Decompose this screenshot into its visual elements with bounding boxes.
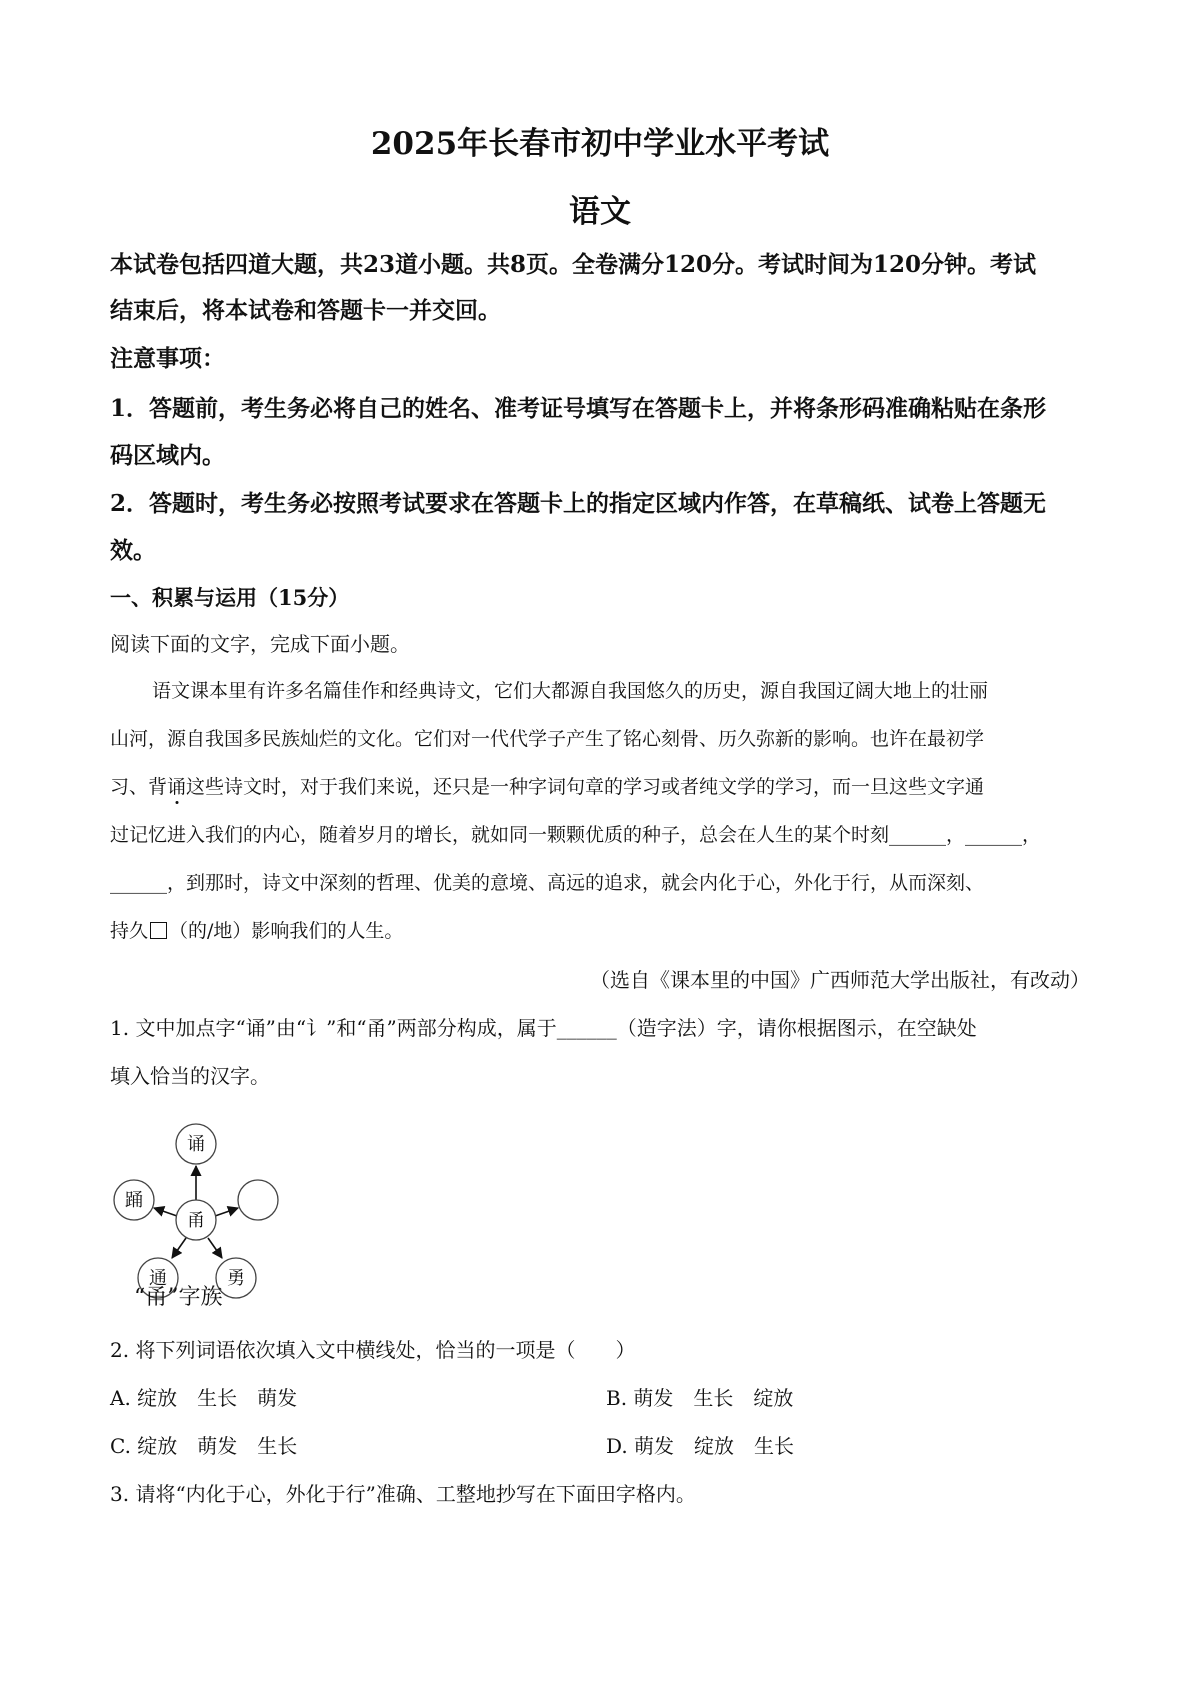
- reading-instruction: 阅读下面的文字，完成下面小题。: [110, 632, 410, 656]
- option-a: A. 绽放 生长 萌发: [110, 1386, 298, 1410]
- note-2-line-1: 2．答题时，考生务必按照考试要求在答题卡上的指定区域内作答，在草稿纸、试卷上答题无: [110, 490, 1047, 517]
- notice-title: 注意事项：: [110, 345, 225, 372]
- left-character: 踊: [125, 1190, 143, 1211]
- option-d: D. 萌发 绽放 生长: [606, 1434, 795, 1458]
- option-c: C. 绽放 萌发 生长: [110, 1434, 298, 1458]
- intro-line-1: 本试卷包括四道大题，共23道小题。共8页。全卷满分120分。考试时间为120分钟。考试: [110, 251, 1037, 278]
- question-3: 3. 请将“内化于心，外化于行”准确、工整地抄写在下面田字格内。: [110, 1482, 696, 1506]
- exam-title: 2025年长春市初中学业水平考试: [370, 126, 830, 162]
- top-character: 诵: [187, 1134, 205, 1155]
- center-character: 甬: [187, 1210, 205, 1231]
- passage-line-3: [110, 772, 984, 799]
- blank-box: [150, 922, 167, 939]
- subject-title: 语文: [569, 194, 631, 230]
- bottom-left-character: 通: [149, 1268, 167, 1289]
- passage-text: （的/地）影响我们的人生。: [169, 920, 404, 942]
- arrow-bottom-left: [172, 1238, 186, 1258]
- question-1-line-2: 填入恰当的汉字。: [110, 1064, 270, 1088]
- passage-line-4: 过记忆进入我们的内心，随着岁月的增长，就如同一颗颗优质的种子，总会在人生的某个时刻______，______，: [110, 824, 1042, 846]
- passage-text: 这些诗文时，对于我们来说，还只是一种字词句章的学习或者纯文学的学习，而一旦这些文字通: [186, 776, 985, 798]
- note-1-line-1: 1．答题前，考生务必将自己的姓名、准考证号填写在答题卡上，并将条形码准确粘贴在条形: [110, 395, 1047, 422]
- note-2-line-2: 效。: [110, 537, 156, 564]
- passage-line-5: ______，到那时，诗文中深刻的哲理、优美的意境、高远的追求，就会内化于心，外化于行，从而深刻、: [110, 872, 985, 894]
- passage-line-6: [110, 916, 403, 943]
- arrow-right: [215, 1208, 238, 1216]
- dotted-character: 诵: [167, 776, 187, 798]
- passage-line-1: 语文课本里有许多名篇佳作和经典诗文，它们大都源自我国悠久的历史，源自我国辽阔大地上的壮丽: [152, 680, 989, 702]
- arrow-left: [154, 1208, 177, 1216]
- arrow-bottom-right: [208, 1238, 222, 1258]
- question-1-line-1: 1. 文中加点字“诵”由“讠”和“甬”两部分构成，属于______（造字法）字，请你根据图示，在空缺处: [110, 1016, 977, 1040]
- note-1-line-2: 码区域内。: [110, 442, 225, 469]
- option-b: B. 萌发 生长 绽放: [606, 1386, 794, 1410]
- section-1-heading: 一、积累与运用（15分）: [110, 585, 350, 610]
- diagram-caption: “甬”字族: [134, 1285, 223, 1310]
- passage-text: 习、背: [110, 776, 168, 798]
- right-empty-circle: [238, 1180, 278, 1220]
- passage-line-2: 山河，源自我国多民族灿烂的文化。它们对一代代学子产生了铭心刻骨、历久弥新的影响。也许在最初学: [110, 728, 985, 750]
- intro-line-2: 结束后，将本试卷和答题卡一并交回。: [110, 297, 501, 324]
- passage-text: 持久: [110, 920, 149, 942]
- bottom-right-character: 勇: [227, 1268, 245, 1289]
- question-2: 2. 将下列词语依次填入文中横线处，恰当的一项是（ ）: [110, 1338, 636, 1362]
- passage-source: （选自《课本里的中国》广西师范大学出版社，有改动）: [590, 968, 1090, 992]
